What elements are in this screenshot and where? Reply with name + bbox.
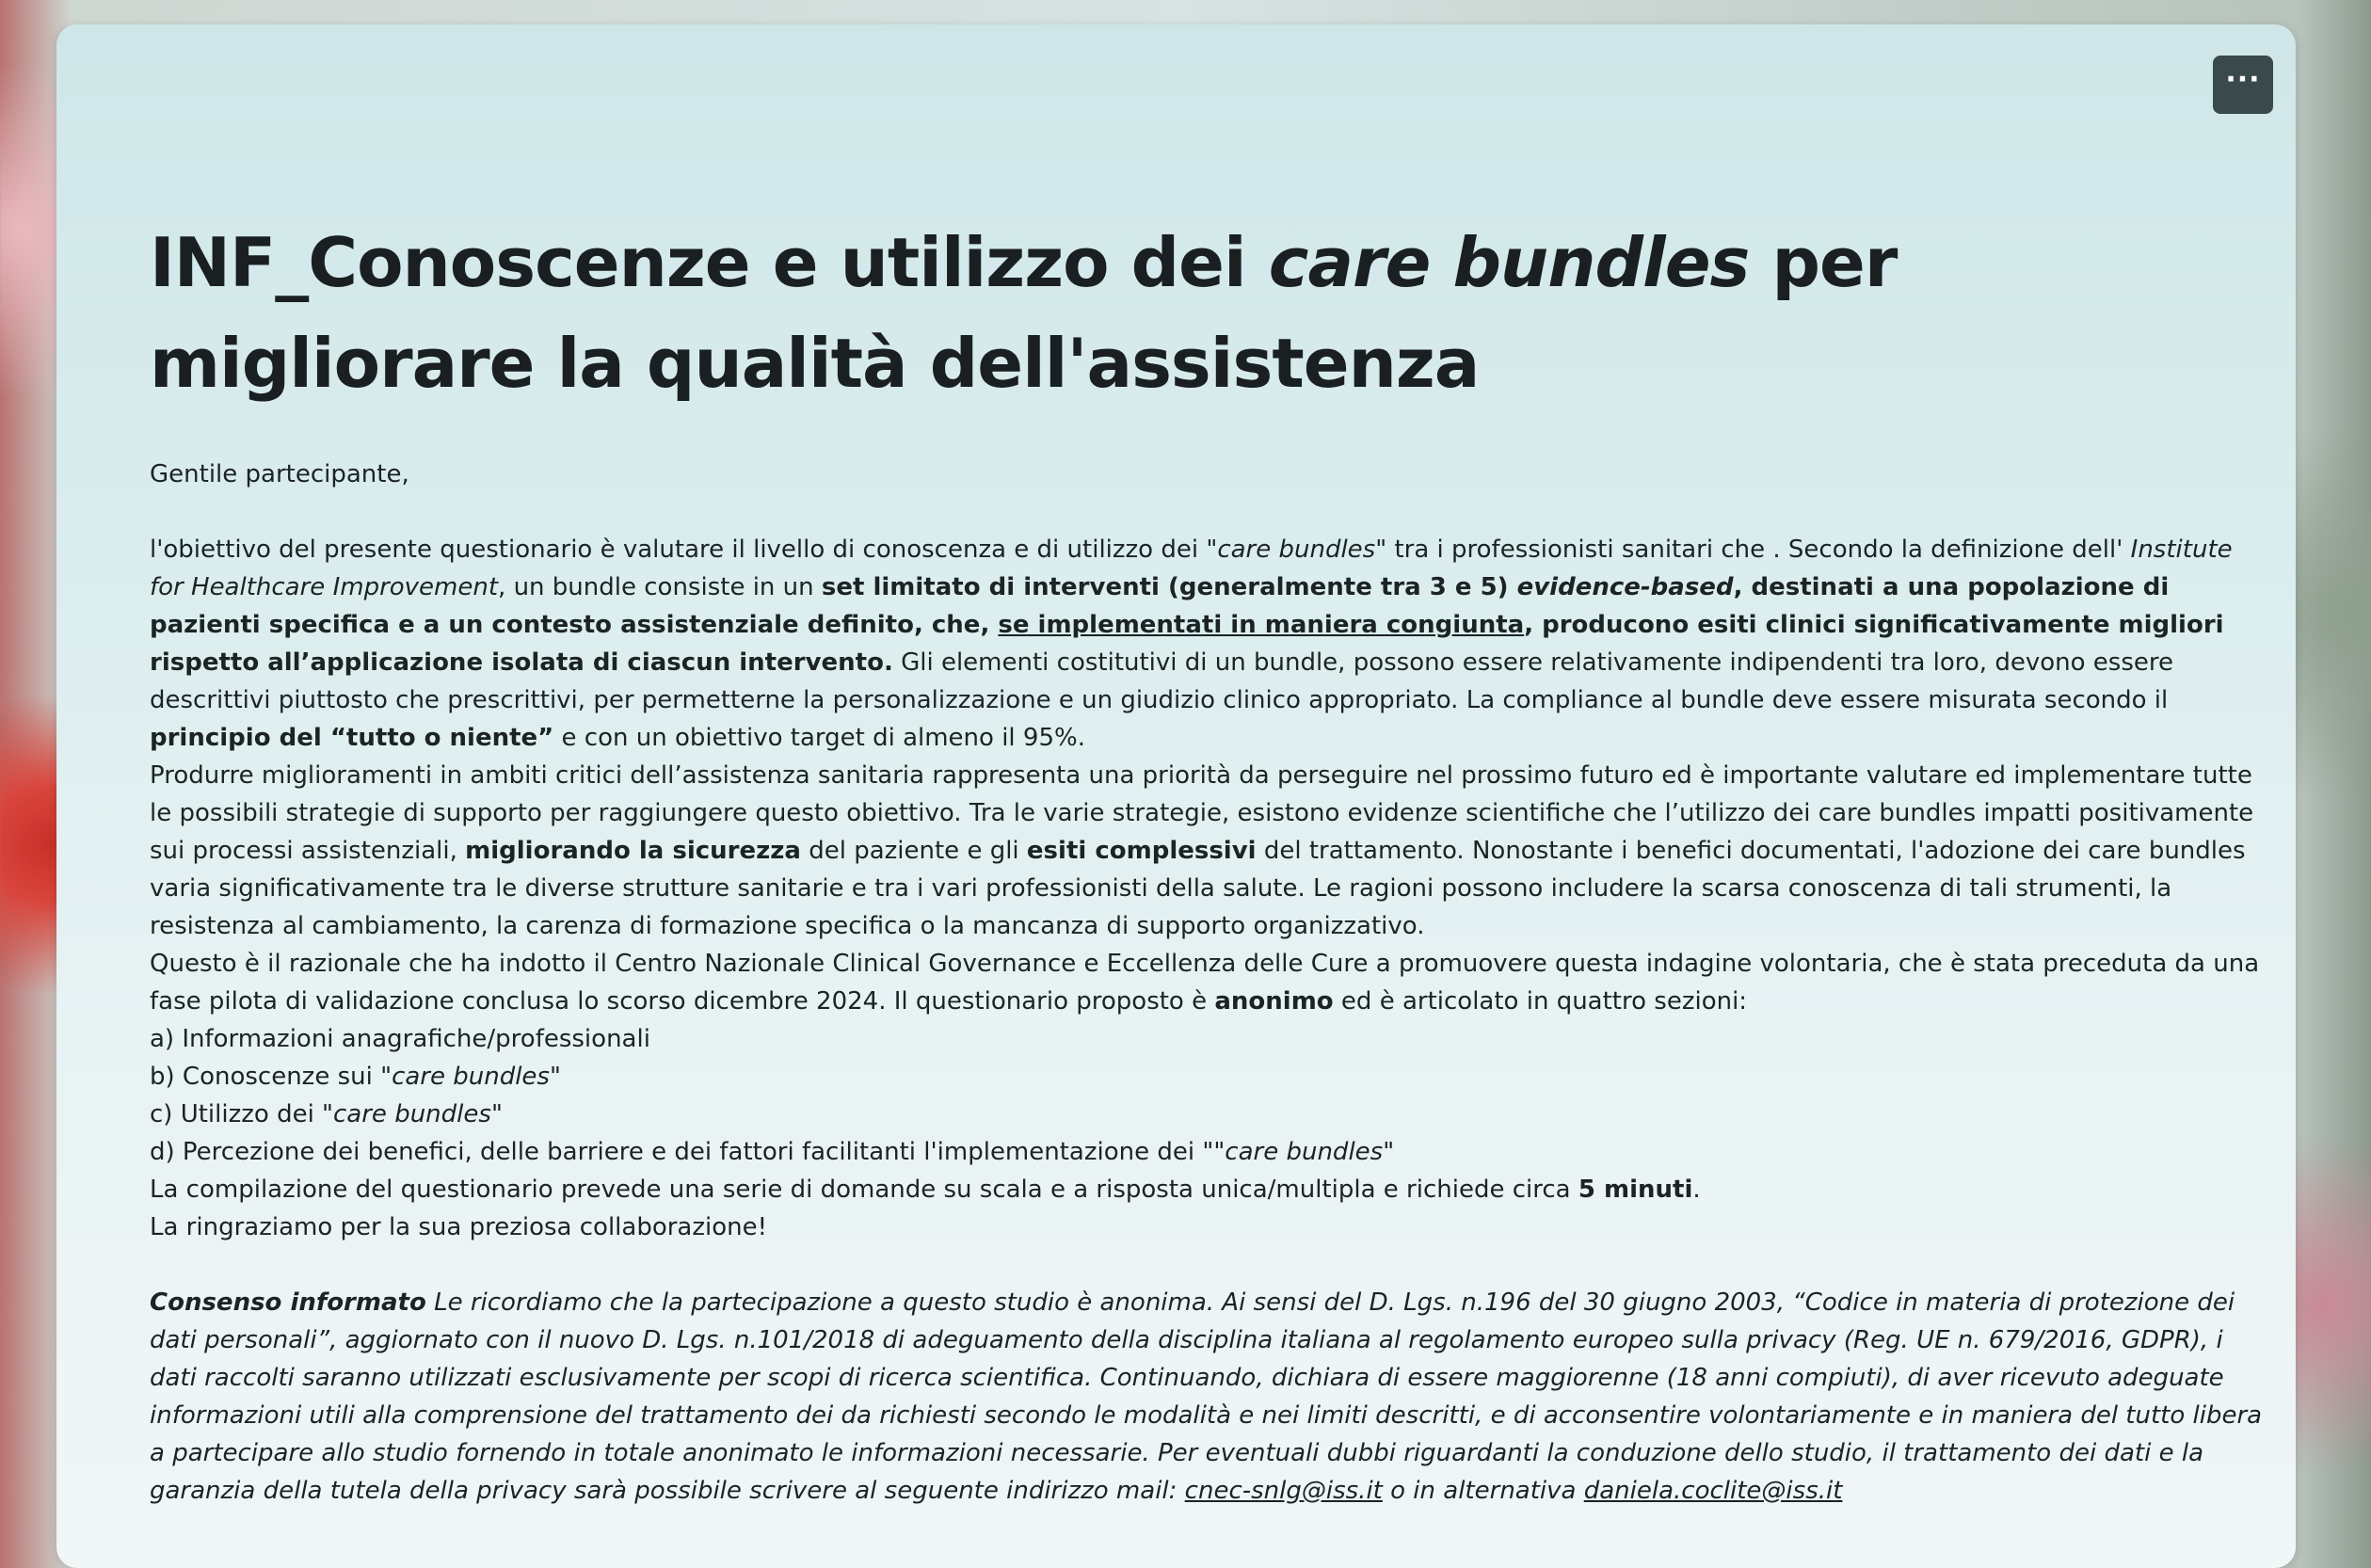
section-item-b: b) Conoscenze sui "care bundles" xyxy=(150,1063,561,1091)
survey-welcome-card xyxy=(56,24,2296,1568)
welcome-text xyxy=(150,456,2273,1510)
email-link-coclite[interactable]: daniela.coclite@iss.it xyxy=(1583,1477,1843,1505)
consent-heading: Consenso informato xyxy=(150,1288,426,1317)
ellipsis-icon: ··· xyxy=(2225,63,2261,96)
survey-title: INF_Conoscenze e utilizzo dei care bundles per migliorare la qualità dell'assistenza xyxy=(150,223,1898,403)
email-link-cnec[interactable]: cnec-snlg@iss.it xyxy=(1184,1477,1383,1505)
structure-paragraph: Questo è il razionale che ha indotto il Centro Nazionale Clinical Governance e Eccellenza delle Cure a promuovere questa indagine volontaria, che è stata preceduta da una fase pilota di validazione conclusa lo scorso dicembre 2024. Il questionario proposto è anonimo ed è articolato in quattro sezioni: xyxy=(150,950,2260,1016)
section-item-c: c) Utilizzo dei "care bundles" xyxy=(150,1100,503,1128)
welcome-content xyxy=(150,213,2273,1510)
duration-paragraph: La compilazione del questionario prevede una serie di domande su scala e a risposta unica/multipla e richiede circa 5 minuti. xyxy=(150,1176,1701,1204)
section-item-a: a) Informazioni anagrafiche/professionali xyxy=(150,1025,650,1053)
intro-paragraph: l'obiettivo del presente questionario è valutare il livello di conoscenza e di utilizzo dei "care bundles" tra i professionisti sanitari che . Secondo la definizione dell' Institute for Healthcare Improvement, un bundle consiste in un set limitato di interventi (generalmente tra 3 e 5) evidence-based, destinati a una popolazione di pazienti specifica e a un contesto assistenziale definito, che, se implementati in maniera congiunta, producono esiti clinici significativamente migliori rispetto all’applicazione isolata di ciascun intervento. Gli elementi costitutivi di un bundle, possono essere relativamente indipendenti tra loro, devono essere descrittivi piuttosto che prescrittivi, per permetterne la personalizzazione e un giudizio clinico appropriato. La compliance al bundle deve essere misurata secondo il principio del “tutto o niente” e con un obiettivo target di almeno il 95%. xyxy=(150,536,2233,752)
greeting: Gentile partecipante, xyxy=(150,460,409,488)
rationale-paragraph: Produrre miglioramenti in ambiti critici dell’assistenza sanitaria rappresenta una priorità da perseguire nel prossimo futuro ed è importante valutare ed implementare tutte le possibili strategie di supporto per raggiungere questo obiettivo. Tra le varie strategie, esistono evidenze scientifiche che l’utilizzo dei care bundles impatti positivamente sui processi assistenziali, migliorando la sicurezza del paziente e gli esiti complessivi del trattamento. Nonostante i benefici documentati, l'adozione dei care bundles varia significativamente tra le diverse strutture sanitarie e tra i vari professionisti della salute. Le ragioni possono includere la scarsa conoscenza di tali strumenti, la resistenza al cambiamento, la carenza di formazione specifica o la mancanza di supporto organizzativo. xyxy=(150,761,2254,940)
section-item-d: d) Percezione dei benefici, delle barriere e dei fattori facilitanti l'implementazione dei ""care bundles" xyxy=(150,1138,1395,1166)
more-options-button[interactable] xyxy=(2213,56,2273,114)
consent-paragraph: Consenso informato Le ricordiamo che la partecipazione a questo studio è anonima. Ai sensi del D. Lgs. n.196 del 30 giugno 2003, “Codice in materia di protezione dei dati personali”, aggiornato con il nuovo D. Lgs. n.101/2018 di adeguamento della disciplina italiana al regolamento europeo sulla privacy (Reg. UE n. 679/2016, GDPR), i dati raccolti saranno utilizzati esclusivamente per scopi di ricerca scientifica. Continuando, dichiara di essere maggiorenne (18 anni compiuti), di aver ricevuto adeguate informazioni utili alla comprensione del trattamento dei da richiesti secondo le modalità e nei limiti descritti, e di acconsentire volontariamente e in maniera del tutto libera a partecipare allo studio fornendo in totale anonimato le informazioni necessarie. Per eventuali dubbi riguardanti la conduzione dello studio, il trattamento dei dati e la garanzia della tutela della privacy sarà possibile scrivere al seguente indirizzo mail: cnec-snlg@iss.it o in alternativa daniela.coclite@iss.it xyxy=(150,1288,2263,1505)
thanks-paragraph: La ringraziamo per la sua preziosa collaborazione! xyxy=(150,1213,768,1241)
